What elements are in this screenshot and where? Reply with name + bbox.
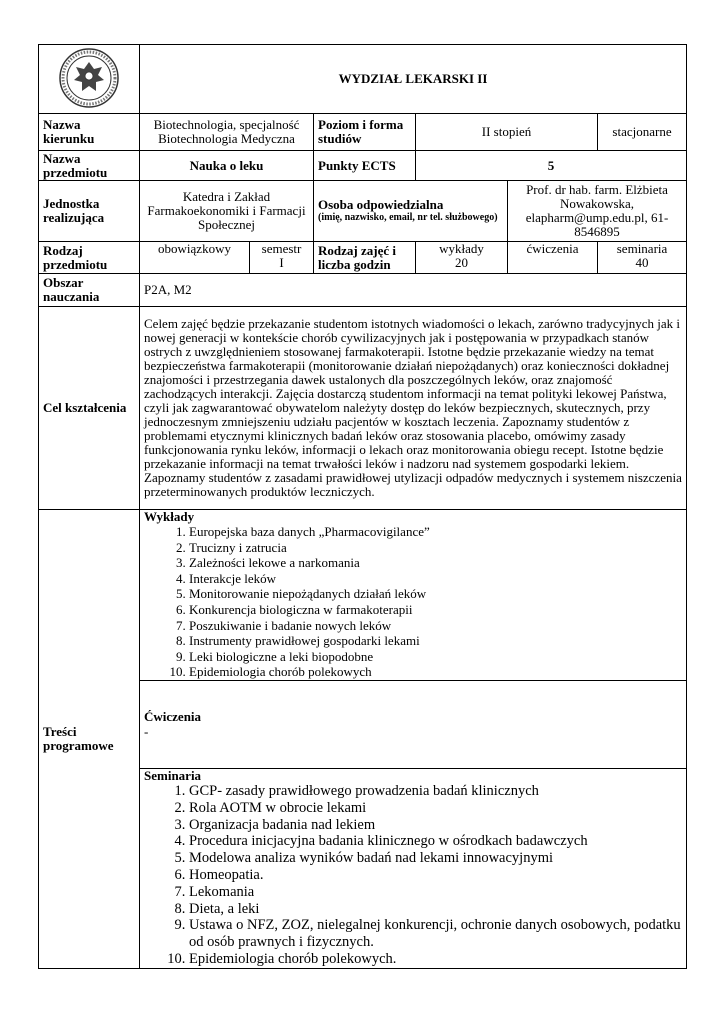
ects-value: 5 [416,151,687,181]
wyklady-section [140,510,687,681]
list-item: 4. Interakcje leków [189,571,682,587]
list-item: 9. Ustawa o NFZ, ZOZ, nielegalnej konkurencji, ochronie danych osobowych, podatku od osób prawnych i fizycznych. [189,917,682,951]
list-item: 5. Monitorowanie niepożądanych działań leków [189,586,682,602]
ects-label: Punkty ECTS [314,151,416,181]
obszar-label: Obszar nauczania [39,274,140,307]
seminaria-label: seminaria [616,241,668,256]
poziom-label: Poziom i forma studiów [314,114,416,151]
list-item: 2. Trucizny i zatrucia [189,540,682,556]
list-item: 7. Lekomania [189,884,682,901]
osoba-label: Osoba odpowiedzialna [318,197,444,212]
list-item: 1. GCP- zasady prawidłowego prowadzenia badań klinicznych [189,783,682,800]
list-item: 9. Leki biologiczne a leki biopodobne [189,649,682,665]
wyklady-label: wykłady [439,241,484,256]
cwiczenia-section [140,680,687,768]
przedmiot-value: Nauka o leku [140,151,314,181]
list-item: 6. Homeopatia. [189,867,682,884]
semestr-cell [250,242,314,274]
header-row [39,45,687,114]
wyklady-list [144,524,682,680]
list-item: 6. Konkurencja biologiczna w farmakoterapii [189,602,682,618]
university-seal-icon [58,47,120,109]
list-item: 10. Epidemiologia chorób polekowych [189,664,682,680]
kierunek-label: Nazwa kierunku [39,114,140,151]
rodzaj-label: Rodzaj przedmiotu [39,242,140,274]
osoba-value: Prof. dr hab. farm. Elżbieta Nowakowska, elapharm@ump.edu.pl, 61-8546895 [508,181,687,242]
kierunek-value: Biotechnologia, specjalność Biotechnologia Medyczna [140,114,314,151]
osoba-cell [314,181,508,242]
wyklady-cell [416,242,508,274]
list-item: 10. Epidemiologia chorób polekowych. [189,951,682,968]
logo-cell [39,45,140,114]
cel-text: Celem zajęć będzie przekazanie studentom istotnych wiadomości o lekach, zarówno tradycyjnych jak i nowej generacji w kontekście chorób cywilizacyjnych jak i postępowania w przypadkach stanów ostrych z uwzględnieniem stosowanej farmakoterapii. Istotne będzie przekazanie wiedzy na temat bezpieczeństwa farmakoterapii (monitorowanie działań niepożądanych) oraz konieczności dokładnej znajomości i przestrzegania dawek ustalonych dla poszczególnych leków, oraz znajomość zachodzących interakcji. Zajęcia dostarczą studentom informacji na temat polityki lekowej Państwa, czyli jak zagwarantować obywatelom należyty dostęp do leków bezpiecznych, skutecznych, przy jednoczesnym zmniejszeniu udziału pacjentów w kosztach leczenia. Zapoznamy studentów z problemami etycznymi klinicznych badań leków oraz stosowania placebo, omówimy zasady funkcjonowania rynku leków, informacji o lekach oraz monitorowania obiegu recept. Istotne będzie przekazanie informacji na temat trwałości leków i nadzoru nad systemem gospodarki lekiem. Zapoznamy studentów z zasadami prawidłowej utylizacji odpadów medycznych i systemem niszczenia przeterminowanych produktów leczniczych. [140,307,687,510]
seminaria-section [140,768,687,968]
list-item: 8. Dieta, a leki [189,901,682,918]
faculty-title: WYDZIAŁ LEKARSKI II [140,45,687,114]
osoba-sublabel: (imię, nazwisko, email, nr tel. służbowego) [318,212,498,223]
list-item: 5. Modelowa analiza wyników badań nad lekami innowacyjnymi [189,850,682,867]
seminaria-list [144,783,682,968]
jednostka-row [39,181,687,242]
cwiczenia-cell [508,242,598,274]
list-item: 1. Europejska baza danych „Pharmacovigilance” [189,524,682,540]
poziom-value: II stopień [416,114,598,151]
cwiczenia-content: - [144,723,149,739]
kierunek-row [39,114,687,151]
seminaria-title: Seminaria [144,768,202,783]
jednostka-value: Katedra i Zakład Farmakoekonomiki i Farmacji Społecznej [140,181,314,242]
przedmiot-label: Nazwa przedmiotu [39,151,140,181]
list-item: 8. Instrumenty prawidłowej gospodarki lekami [189,633,682,649]
wyklady-title: Wykłady [144,509,195,524]
obszar-value: P2A, M2 [140,274,687,307]
forma-value: stacjonarne [598,114,687,151]
cwiczenia-label: ćwiczenia [526,241,579,256]
rodzaj-value: obowiązkowy [140,242,250,274]
rodzaj-row [39,242,687,274]
wyklady-row [39,510,687,681]
syllabus-table [38,44,687,969]
list-item: 2. Rola AOTM w obrocie lekami [189,800,682,817]
list-item: 3. Organizacja badania nad lekiem [189,817,682,834]
obszar-row [39,274,687,307]
cel-label: Cel kształcenia [39,307,140,510]
seminaria-cell [598,242,687,274]
zajecia-label: Rodzaj zajęć i liczba godzin [314,242,416,274]
tresci-label: Treści programowe [39,510,140,969]
seminaria-value: 40 [635,255,649,270]
list-item: 7. Poszukiwanie i badanie nowych leków [189,618,682,634]
cwiczenia-title: Ćwiczenia [144,708,202,724]
list-item: 3. Zależności lekowe a narkomania [189,555,682,571]
jednostka-label: Jednostka realizująca [39,181,140,242]
cel-row [39,307,687,510]
semestr-label: semestr [261,241,302,256]
list-item: 4. Procedura inicjacyjna badania klinicznego w ośrodkach badawczych [189,833,682,850]
wyklady-value: 20 [455,255,468,270]
przedmiot-row [39,151,687,181]
semestr-value: I [279,255,284,270]
